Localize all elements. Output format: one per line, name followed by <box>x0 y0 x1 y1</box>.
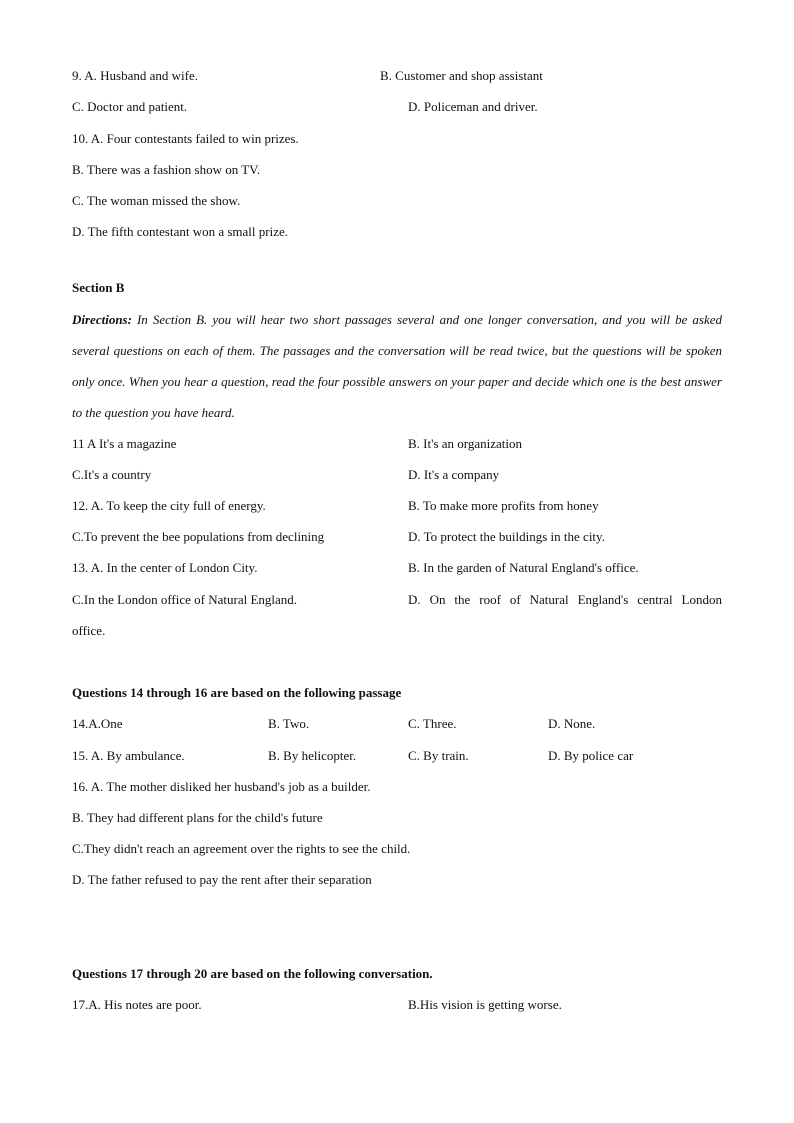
q15-option-a: 15. A. By ambulance. <box>72 748 185 763</box>
directions-label: Directions: <box>72 312 132 327</box>
q12-option-c: C.To prevent the bee populations from declining <box>72 529 325 544</box>
q13-option-c: C.In the London office of Natural England. <box>72 592 298 607</box>
passage-14-16-heading: Questions 14 through 16 are based on the following passage <box>72 685 402 700</box>
q10-option-a: 10. A. Four contestants failed to win prizes. <box>72 131 299 146</box>
q16-option-b: B. They had different plans for the child's future <box>72 810 323 825</box>
q16-option-a: 16. A. The mother disliked her husband's job as a builder. <box>72 779 371 794</box>
q11-option-a: 11 A It's a magazine <box>72 436 177 451</box>
q16-option-c: C.They didn't reach an agreement over the rights to see the child. <box>72 841 411 856</box>
q9-option-c: C. Doctor and patient. <box>72 99 188 114</box>
q17-option-b: B.His vision is getting worse. <box>408 997 562 1012</box>
q13-option-d: D. On the roof of Natural England's central London <box>408 592 722 607</box>
q10-option-b: B. There was a fashion show on TV. <box>72 162 261 177</box>
directions-text: In Section B. you will hear two short passages several and one longer conversation, and you will be asked several questions on each of them. The passages and the conversation will be read twice, but the questions will be spoken only once. When you hear a question, read the four possible answers on your paper and decide which one is the best answer to the question you have heard. <box>72 312 722 420</box>
q9-option-b: B. Customer and shop assistant <box>380 68 543 83</box>
q16-option-d: D. The father refused to pay the rent after their separation <box>72 872 372 887</box>
q12-option-b: B. To make more profits from honey <box>408 498 599 513</box>
q15-option-c: C. By train. <box>408 748 469 763</box>
conversation-17-20-heading: Questions 17 through 20 are based on the following conversation. <box>72 966 433 981</box>
q11-option-c: C.It's a country <box>72 467 152 482</box>
section-b-title: Section B <box>72 280 125 295</box>
q14-option-a: 14.A.One <box>72 716 123 731</box>
section-b-directions <box>72 304 722 428</box>
q12-option-d: D. To protect the buildings in the city. <box>408 529 605 544</box>
q14-option-d: D. None. <box>548 716 596 731</box>
q13-option-a: 13. A. In the center of London City. <box>72 560 258 575</box>
q13-option-d-continued: office. <box>72 623 106 638</box>
q14-option-c: C. Three. <box>408 716 457 731</box>
q13-option-b: B. In the garden of Natural England's office. <box>408 560 639 575</box>
q9-option-a: 9. A. Husband and wife. <box>72 68 199 83</box>
q9-option-d: D. Policeman and driver. <box>408 99 538 114</box>
q10-option-d: D. The fifth contestant won a small prize. <box>72 224 289 239</box>
q15-option-d: D. By police car <box>548 748 634 763</box>
q17-option-a: 17.A. His notes are poor. <box>72 997 202 1012</box>
q12-option-a: 12. A. To keep the city full of energy. <box>72 498 266 513</box>
q10-option-c: C. The woman missed the show. <box>72 193 241 208</box>
q15-option-b: B. By helicopter. <box>268 748 357 763</box>
q11-option-b: B. It's an organization <box>408 436 523 451</box>
q14-option-b: B. Two. <box>268 716 310 731</box>
q11-option-d: D. It's a company <box>408 467 500 482</box>
